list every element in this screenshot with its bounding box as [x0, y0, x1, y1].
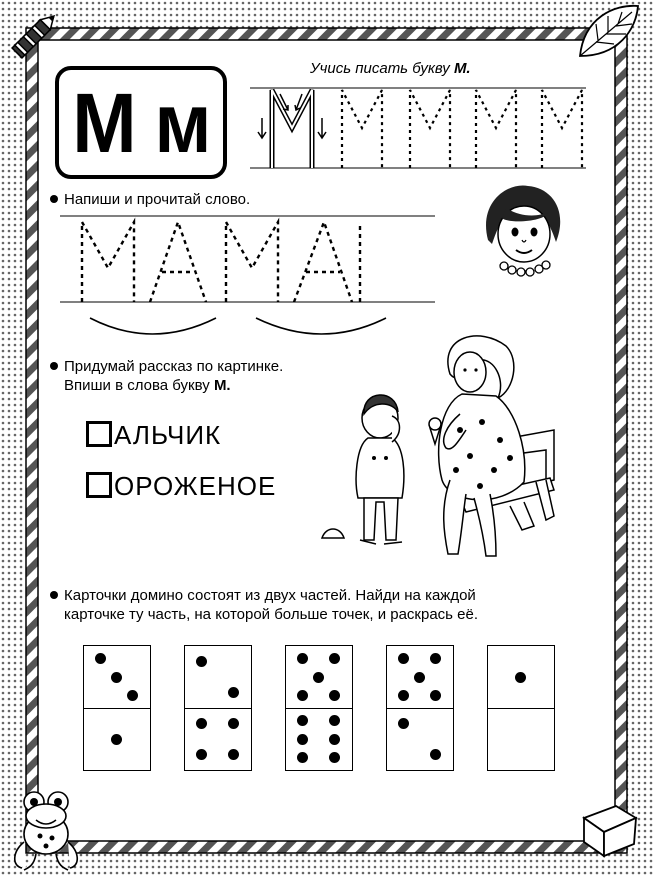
domino-pip — [196, 749, 207, 760]
domino-pip — [313, 672, 324, 683]
task-3-instruction — [50, 586, 478, 624]
domino-pip — [414, 672, 425, 683]
domino-pip — [297, 690, 308, 701]
letter-box-1[interactable] — [86, 421, 112, 447]
domino-divider — [286, 708, 352, 709]
domino-pip — [297, 752, 308, 763]
domino-card[interactable] — [285, 645, 353, 771]
domino-divider — [488, 708, 554, 709]
word-1-text: АЛЬЧИК — [114, 420, 222, 450]
word-tracing — [60, 210, 440, 345]
domino-pip — [297, 734, 308, 745]
domino-pip — [329, 734, 340, 745]
domino-divider — [84, 708, 150, 709]
bullet-icon — [50, 195, 58, 203]
domino-card[interactable] — [386, 645, 454, 771]
domino-divider — [185, 708, 251, 709]
word-2-text: ОРОЖЕНОЕ — [114, 471, 277, 501]
task-2-line-1: Придумай рассказ по картинке. — [64, 358, 284, 375]
domino-card[interactable] — [83, 645, 151, 771]
title-letter: М. — [453, 60, 471, 77]
domino-pip — [430, 653, 441, 664]
task-3-line-1: Карточки домино состоят из двух частей. Найди на каждой — [64, 587, 476, 604]
domino-pip — [329, 653, 340, 664]
domino-pip — [196, 718, 207, 729]
bullet-icon — [50, 362, 58, 370]
word-fill-2 — [86, 471, 276, 502]
domino-pip — [228, 749, 239, 760]
word-fill-1 — [86, 420, 221, 451]
title-text: Учись писать букву — [310, 60, 454, 77]
domino-pip — [196, 656, 207, 667]
domino-pip — [111, 672, 122, 683]
domino-pip — [430, 749, 441, 760]
letter-tracing-row — [250, 80, 590, 176]
domino-pip — [297, 715, 308, 726]
leaf-icon — [574, 0, 644, 62]
domino-pip — [329, 752, 340, 763]
girl-face-illustration — [478, 182, 568, 282]
domino-pip — [297, 653, 308, 664]
domino-pip — [329, 690, 340, 701]
cube-icon — [578, 798, 640, 860]
domino-card[interactable] — [184, 645, 252, 771]
domino-pip — [398, 718, 409, 729]
letter-box-2[interactable] — [86, 472, 112, 498]
domino-pip — [430, 690, 441, 701]
mother-and-boy-illustration — [310, 330, 560, 560]
task-1-text: Напиши и прочитай слово. — [64, 191, 251, 208]
task-1-instruction — [50, 190, 250, 209]
pencil-icon — [4, 6, 64, 66]
domino-divider — [387, 708, 453, 709]
big-letters: М м — [72, 76, 210, 170]
domino-pip — [111, 734, 122, 745]
task-2-instruction — [50, 357, 283, 395]
page-title — [310, 60, 471, 77]
domino-pip — [127, 690, 138, 701]
domino-pip — [515, 672, 526, 683]
task-2-line-2: Впиши в слова букву — [64, 377, 214, 394]
letter-card — [55, 66, 227, 179]
bullet-icon — [50, 591, 58, 599]
frog-icon — [6, 782, 86, 874]
domino-pip — [228, 718, 239, 729]
task-2-letter: М. — [213, 377, 231, 394]
domino-pip — [398, 690, 409, 701]
domino-card[interactable] — [487, 645, 555, 771]
domino-pip — [95, 653, 106, 664]
domino-pip — [329, 715, 340, 726]
domino-pip — [228, 687, 239, 698]
task-3-line-2: карточке ту часть, на которой больше точек, и раскрась её. — [64, 606, 479, 623]
domino-pip — [398, 653, 409, 664]
